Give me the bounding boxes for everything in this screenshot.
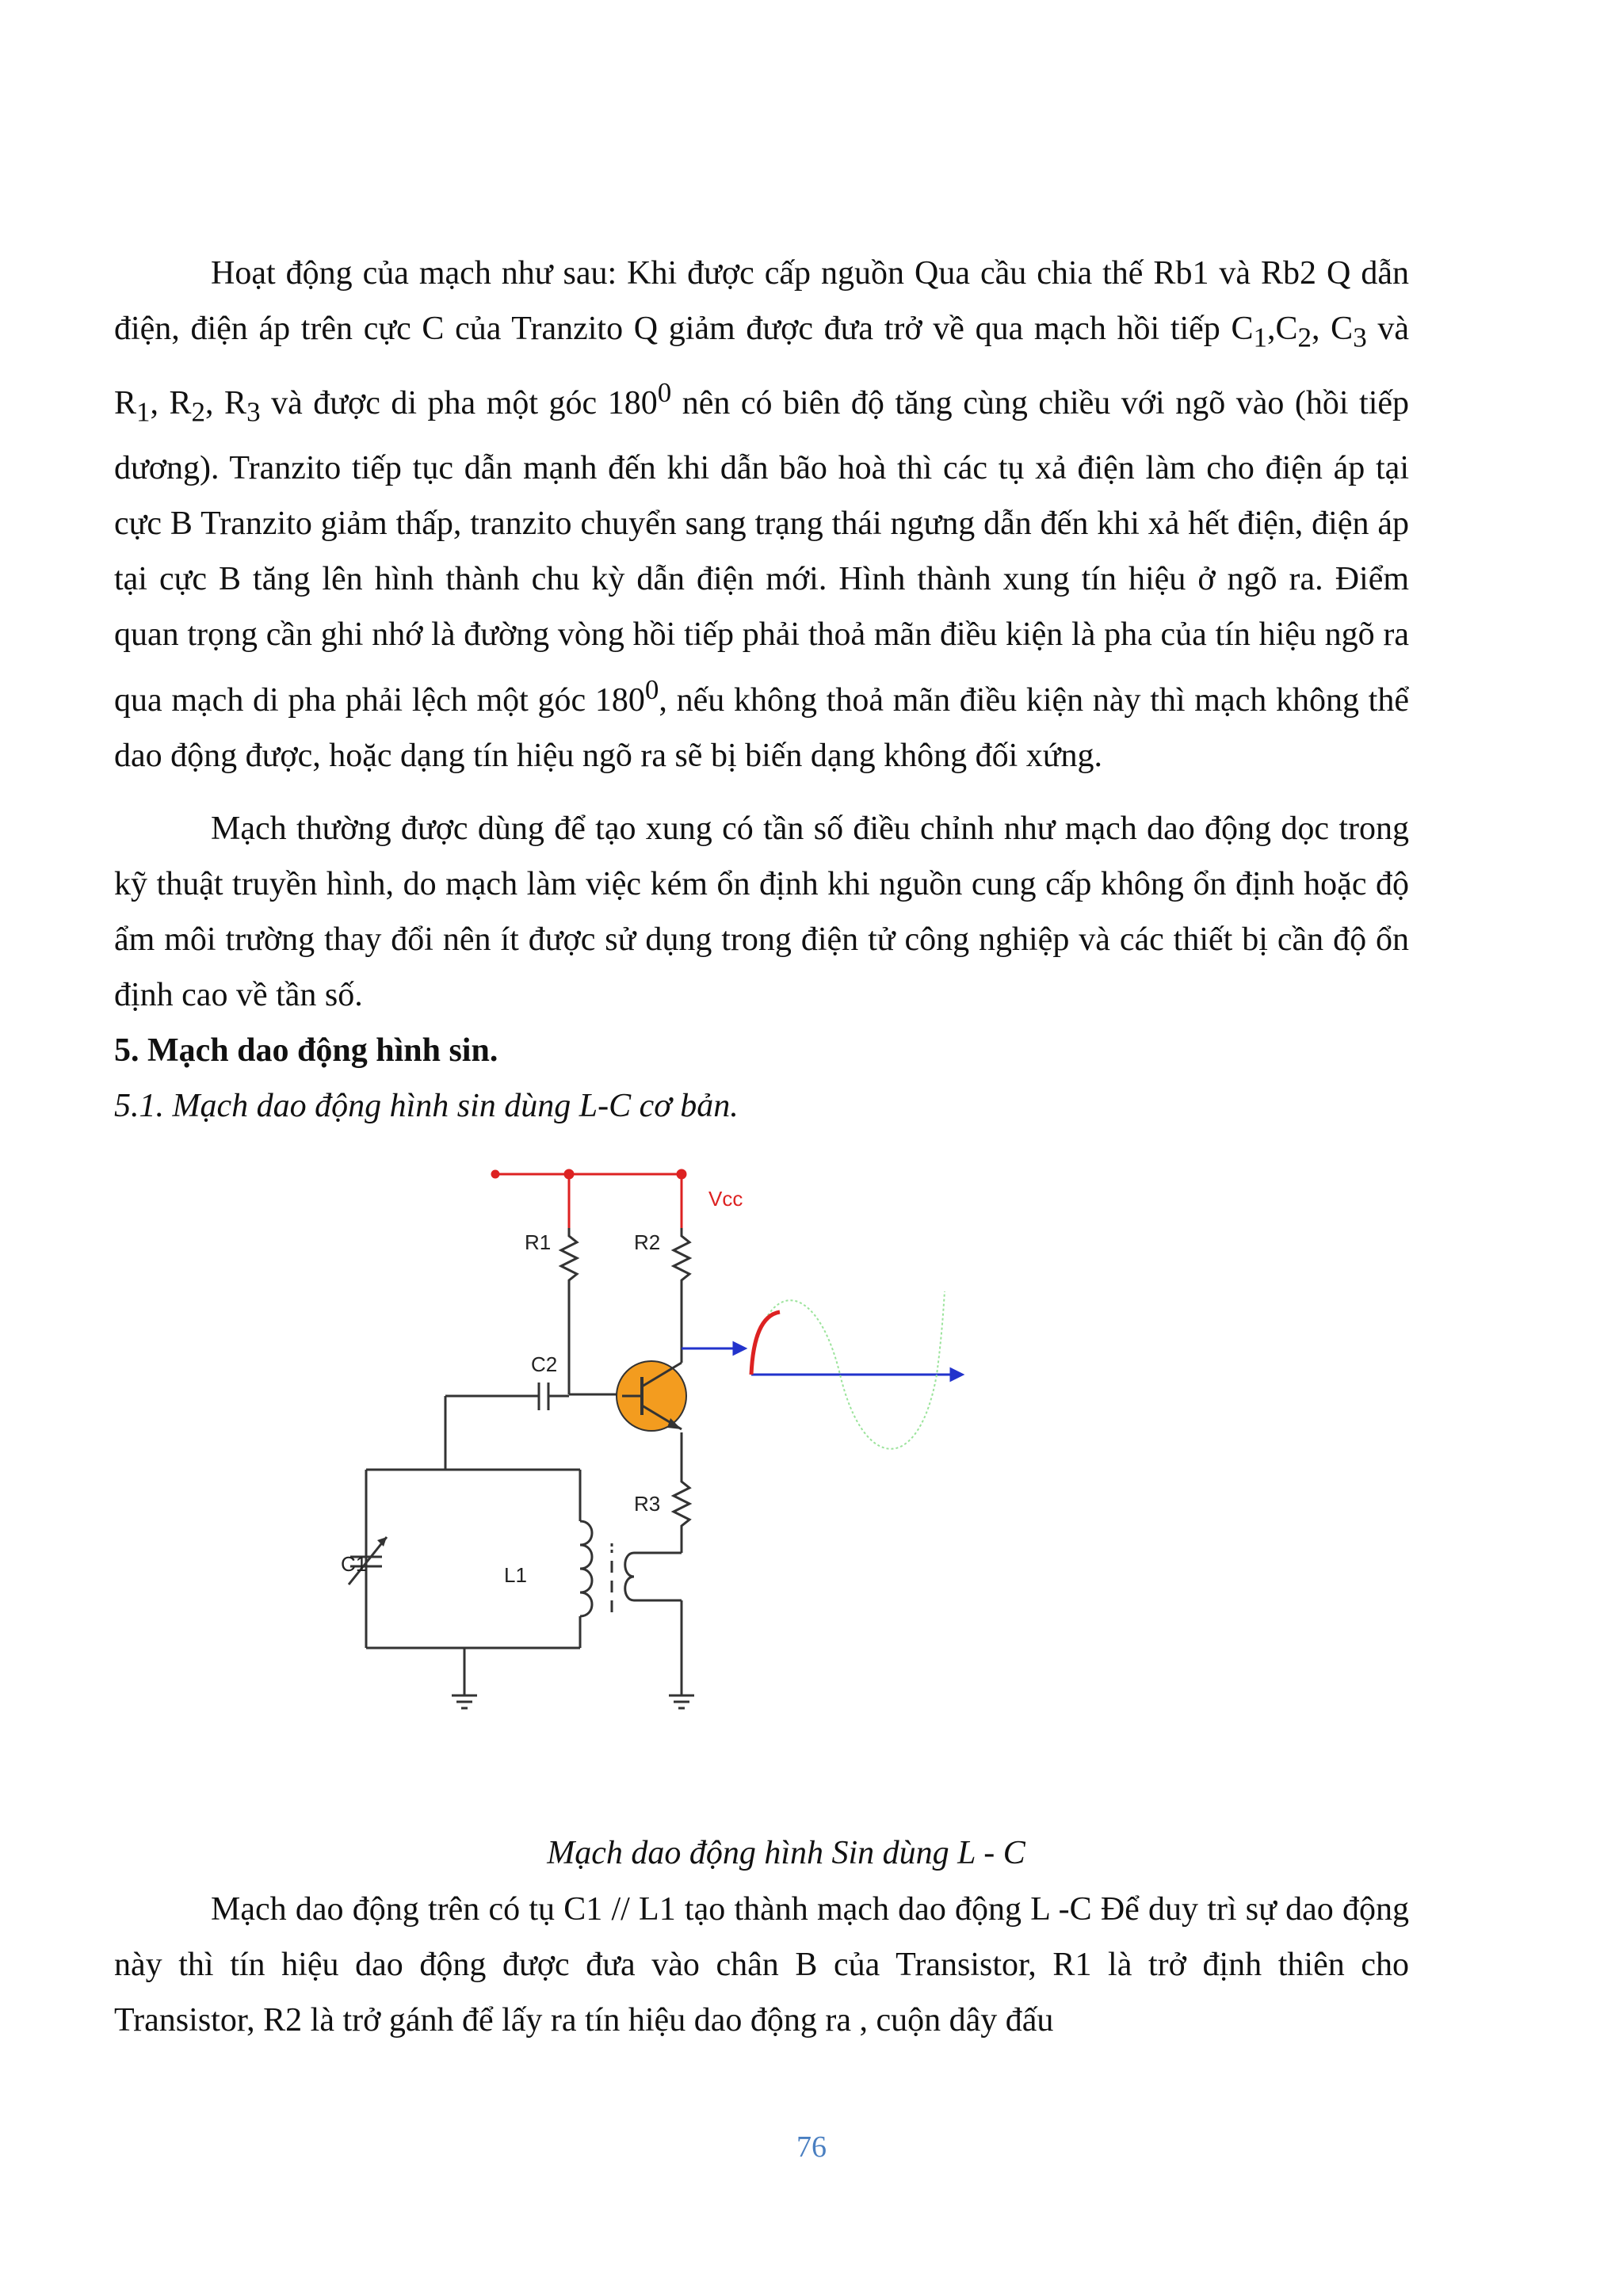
subsection-heading: 5.1. Mạch dao động hình sin dùng L-C cơ bản. [114,1088,739,1124]
text-run: , nếu không thoả mãn điều kiện này thì mạch không thể dao động được, hoặc dạng tín hiệu ngõ ra sẽ bị biến dạng không đối xứng. [114,681,1409,774]
subscript: 1 [136,396,151,428]
text-run: , R [205,385,247,422]
subscript: 2 [191,396,206,428]
paragraph-description: Mạch dao động trên có tụ C1 // L1 tạo thành mạch dao động L -C Để duy trì sự dao động này thì tín hiệu dao động được đưa vào chân B của Transistor, R1 là trở định thiên cho Transistor, R2 là trở gánh để lấy ra tín hiệu dao động ra , cuộn dây đấu [114,1891,1409,2039]
superscript: 0 [644,673,659,705]
text-run: nên có biên độ tăng cùng chiều với ngõ vào (hồi tiếp dương). Tranzito tiếp tục dẫn mạnh đến khi dẫn bão hoà thì các tụ xả điện làm cho điện áp tại cực B Tranzito giảm thấp, tranzito chuyển sang trạng thái ngưng dẫn đến khi xả hết điện, điện áp tại cực B tăng lên hình thành chu kỳ dẫn điện mới. Hình thành xung tín hiệu ở ngõ ra. Điểm quan trọng cần ghi nhớ là đường vòng hồi tiếp phải thoả mãn điều kiện là pha của tín hiệu ngõ ra qua mạch di pha phải lệch một góc 180 [114,385,1410,719]
transistor-icon [617,1339,686,1431]
section-heading: 5. Mạch dao động hình sin. [114,1032,498,1069]
vcc-label: Vcc [708,1187,743,1211]
text-run: Hoạt động của mạch như sau: Khi được cấp nguồn Qua cầu chia thế Rb1 và Rb2 Q dẫn điện, điện áp trên cực C của Tranzito Q giảm được đưa trở về qua mạch hồi tiếp C [114,255,1409,347]
text-run: , R [150,385,192,422]
r1-label: R1 [525,1230,552,1254]
supply-rail [492,1170,685,1228]
l1-label: L1 [504,1563,527,1587]
circuit-diagram [317,1141,1236,1775]
superscript: 0 [657,377,672,409]
r1-resistor [561,1228,577,1291]
text-run: và được di pha một góc 180 [260,385,658,422]
c2-label: C2 [531,1352,558,1376]
subscript: 3 [246,396,261,428]
sine-waveform [751,1291,945,1449]
paragraph-usage: Mạch thường được dùng để tạo xung có tần số điều chỉnh như mạch dao động dọc trong kỹ thuật truyền hình, do mạch làm việc kém ổn định khi nguồn cung cấp không ổn định hoặc độ ẩm môi trường thay đổi nên ít được sử dụng trong điện tử công nghiệp và các thiết bị cần độ ổn định cao về tần số. [114,810,1409,1013]
r2-resistor [674,1228,689,1291]
r3-resistor [674,1474,689,1537]
secondary-coil [625,1553,634,1600]
subscript: 1 [1253,322,1267,353]
r3-label: R3 [634,1492,661,1516]
r2-label: R2 [634,1230,661,1254]
output-arrow [682,1343,962,1380]
text-run: ,C [1266,311,1298,347]
wires [349,1228,689,1695]
lc-oscillator-figure [317,1141,1236,1775]
figure-caption: Mạch dao động hình Sin dùng L - C [547,1835,1025,1871]
subscript: 2 [1297,322,1312,353]
text-run: , C [1312,311,1354,347]
ground-icon [452,1695,694,1708]
page-number: 76 [796,2130,827,2164]
c1-arrowhead [377,1537,387,1547]
subscript: 3 [1353,322,1367,353]
paragraph-operation [114,246,1409,784]
c1-label: C1 [341,1552,368,1576]
text-run: và R [114,311,1409,422]
l1-coil [580,1521,592,1616]
